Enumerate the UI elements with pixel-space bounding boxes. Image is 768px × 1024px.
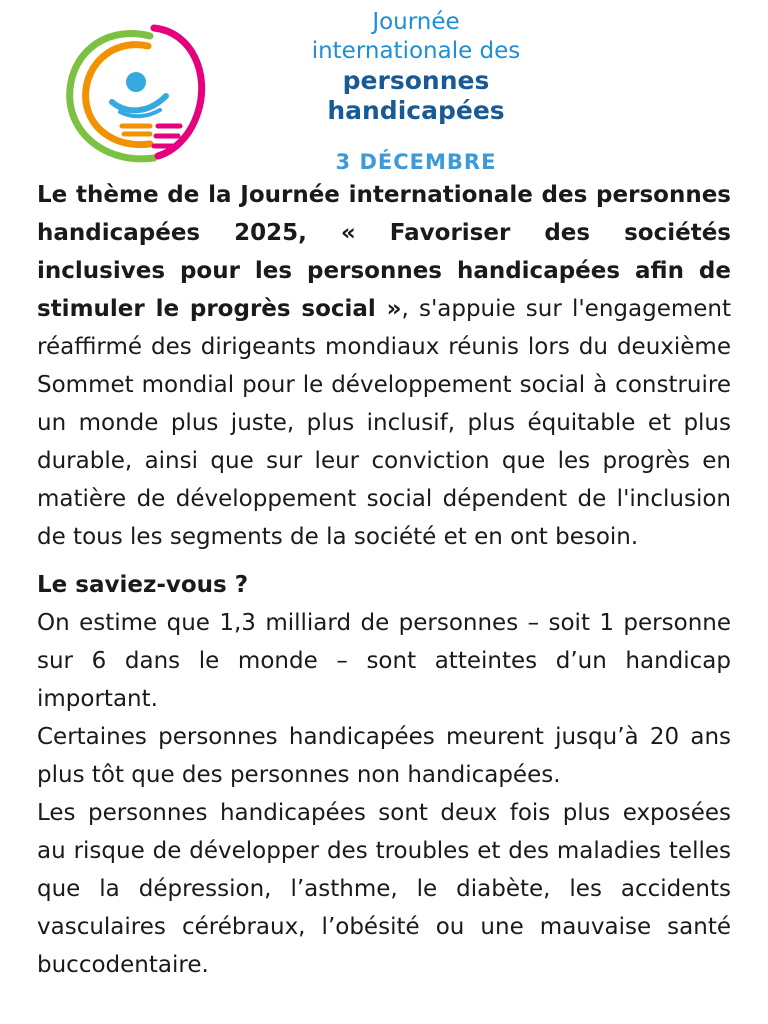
title-line: internationale des [311,38,521,64]
intro-paragraph [37,176,731,556]
title-line: personnes [342,66,490,95]
logo-orange-arc [86,45,150,145]
header [0,0,768,180]
facts-heading: Le saviez-vous ? [37,572,249,598]
event-title [296,8,536,126]
event-date: 3 DÉCEMBRE [335,150,497,174]
logo-person-arms [112,96,166,110]
fact-item: On estime que 1,3 milliard de personnes – soit 1 personne sur 6 dans le monde – sont atteintes d’un handicap important. [37,610,731,712]
fact-item: Certaines personnes handicapées meurent jusqu’à 20 ans plus tôt que des personnes non handicapées. [37,724,731,788]
logo-orange-fingers [122,126,150,134]
main-content [37,176,731,984]
title-line: Journée [372,9,460,35]
fact-item: Les personnes handicapées sont deux fois plus exposées au risque de développer des troubles et des maladies telles que la dépression, l’asthme, le diabète, les accidents vasculaires cérébraux, l’obésité ou une mauvaise santé buccodentaire. [37,800,731,978]
intro-theme: Le thème de la Journée internationale des personnes handicapées 2025, « Favoriser des sociétés inclusives pour les personnes handicapées afin de stimuler le progrès social » [37,182,731,322]
idpd-logo-icon [62,18,210,166]
intro-body: , s'appuie sur l'engagement réaffirmé des dirigeants mondiaux réunis lors du deuxième Sommet mondial pour le développement social à construire un monde plus juste, plus inclusif, plus équitable et plus durable, ainsi que sur leur conviction que les progrès en matière de développement social dépendent de l'inclusion de tous les segments de la société et en ont besoin. [37,296,731,550]
logo-person-head [126,72,146,92]
title-line: handicapées [327,96,505,125]
